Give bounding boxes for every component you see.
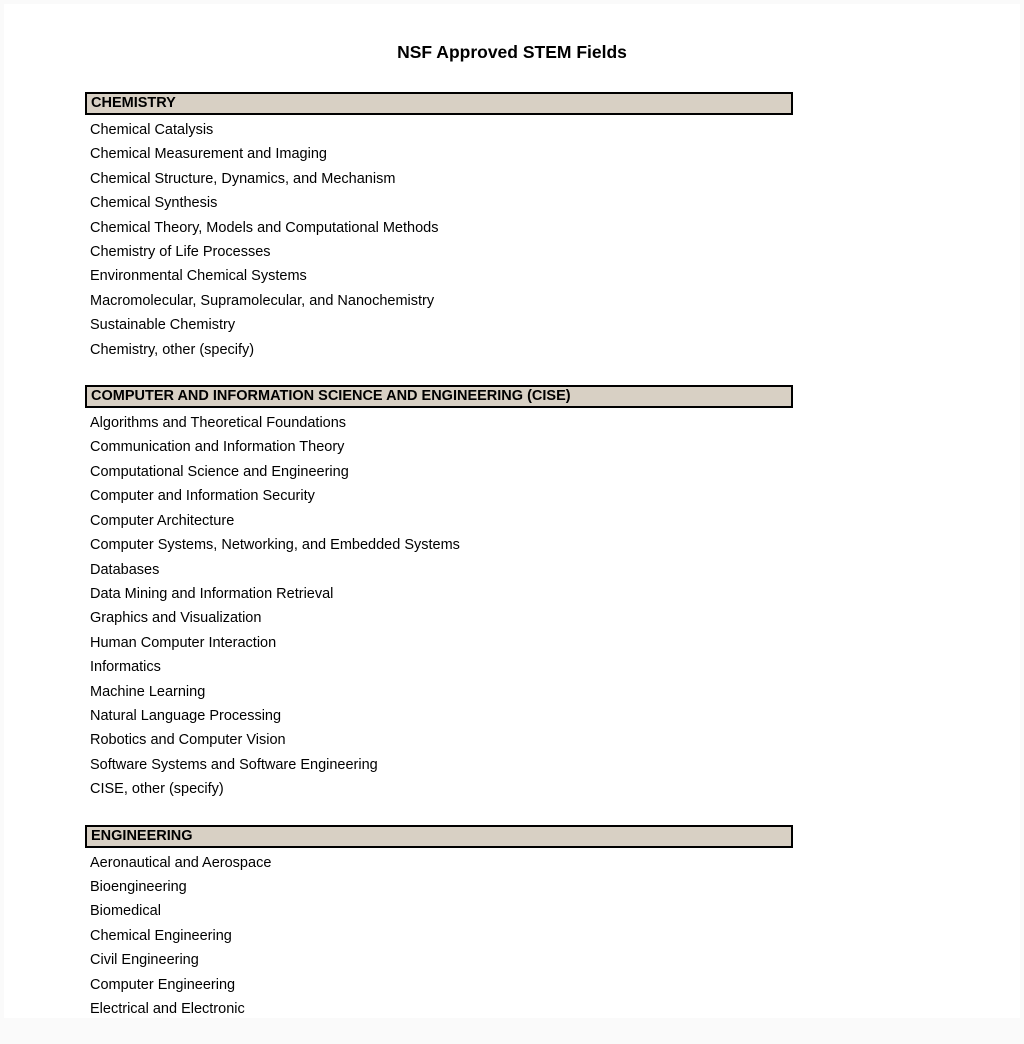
field-item: Chemical Synthesis — [90, 195, 218, 212]
field-item: Informatics — [90, 659, 161, 676]
section-header-label: COMPUTER AND INFORMATION SCIENCE AND ENGINEERING (CISE) — [91, 388, 571, 405]
field-list — [85, 848, 793, 1022]
field-item: Machine Learning — [90, 683, 206, 700]
field-item: Communication and Information Theory — [90, 439, 345, 456]
field-item: Aeronautical and Aerospace — [90, 854, 272, 871]
field-item: Chemistry, other (specify) — [90, 341, 255, 358]
field-item: Chemical Theory, Models and Computational Methods — [90, 219, 439, 236]
field-item: Data Mining and Information Retrieval — [90, 585, 334, 602]
field-item: Environmental Chemical Systems — [90, 268, 307, 285]
field-section — [85, 825, 793, 1022]
field-item: Chemical Measurement and Imaging — [90, 146, 327, 163]
field-item: Databases — [90, 561, 160, 578]
field-item: Natural Language Processing — [90, 707, 282, 724]
field-section — [85, 92, 793, 362]
field-section — [85, 385, 793, 802]
document-page — [4, 4, 1020, 1018]
document-title: NSF Approved STEM Fields — [397, 42, 627, 62]
field-item: Chemical Structure, Dynamics, and Mechanism — [90, 170, 396, 187]
field-item: Civil Engineering — [90, 952, 199, 969]
field-item: Computer and Information Security — [90, 488, 315, 505]
field-item: Sustainable Chemistry — [90, 317, 236, 334]
field-item: Algorithms and Theoretical Foundations — [90, 415, 347, 432]
field-item: Bioengineering — [90, 878, 187, 895]
field-item: Computer Architecture — [90, 512, 235, 529]
field-item: Macromolecular, Supramolecular, and Nanochemistry — [90, 292, 435, 309]
field-item: Chemical Engineering — [90, 927, 232, 944]
field-list — [85, 408, 793, 802]
sections-container — [85, 92, 793, 1044]
field-item: Computer Systems, Networking, and Embedded Systems — [90, 537, 460, 554]
field-item: Computer Engineering — [90, 976, 236, 993]
field-item: Chemical Catalysis — [90, 122, 214, 138]
field-item: Computational Science and Engineering — [90, 463, 349, 480]
field-item: Electrical and Electronic — [90, 1001, 245, 1017]
field-item: Software Systems and Software Engineering — [90, 756, 378, 773]
section-header-label: CHEMISTRY — [91, 95, 176, 111]
field-item: Robotics and Computer Vision — [90, 732, 286, 749]
field-item: Biomedical — [90, 903, 161, 920]
field-list — [85, 115, 793, 362]
field-item: Human Computer Interaction — [90, 634, 277, 651]
section-header — [85, 92, 793, 115]
field-item: Graphics and Visualization — [90, 610, 262, 627]
section-header — [85, 385, 793, 408]
section-header-label: ENGINEERING — [91, 827, 193, 844]
field-item: CISE, other (specify) — [90, 781, 224, 798]
field-item: Chemistry of Life Processes — [90, 244, 271, 261]
section-header — [85, 825, 793, 848]
